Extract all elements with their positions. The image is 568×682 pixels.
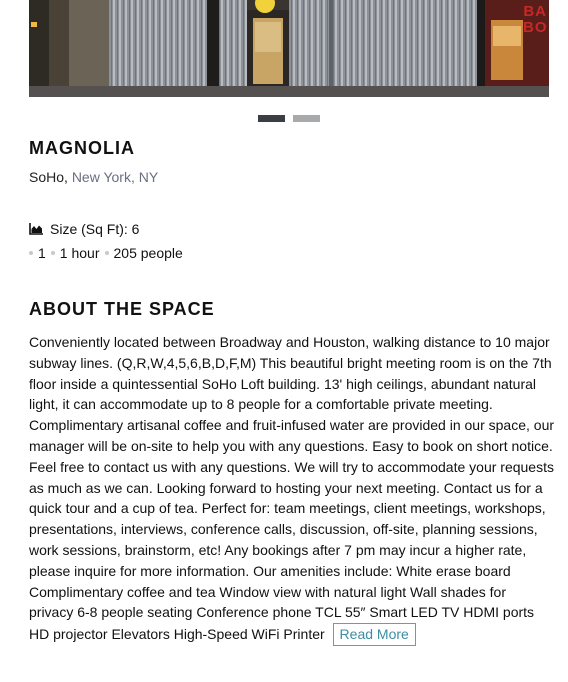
bullet-separator [105,251,109,255]
about-heading: ABOUT THE SPACE [29,299,215,319]
space-location [29,169,158,185]
carousel-dot-1[interactable] [258,115,285,122]
neighborhood-label: SoHo, [29,169,68,185]
description-text: Conveniently located between Broadway and Houston, walking distance to 10 major subway lines. (Q,R,W,4,5,6,B,D,F,M) This beautiful bright meeting room is on the 7th floor inside a quintessential SoHo Loft building. 13' high ceilings, abundant natural light, it can accommodate up to 8 people for a comfortable private meeting. Complimentary artisanal coffee and fruit-infused water are provided in our space, our manager will be on-site to help you with any questions. Easy to book on short notice. Feel free to contact us with any questions. We will try to accommodate your requests as much as we can. Looking forward to hosting your next meeting. Contact us for a quick tour and a cup of tea. Perfect for: team meetings, client meetings, workshops, presentations, interviews, conference calls, discussion, off-site, planning sessions, work sessions, brainstorm, etc! Any bookings after 7 pm may incur a higher rate, please inquire for more information. Our amenities include: White erase board Complimentary coffee and tea Window view with natural light Wall shades for privacy 6-8 people seating Conference phone TCL 55″ Smart LED TV HDMI ports HD projector Elevators High-Speed WiFi Printer [29,334,555,643]
space-description [29,332,554,646]
area-chart-icon [29,223,44,235]
bullet-separator [51,251,55,255]
stat-rooms: 1 [38,245,46,261]
carousel-indicators [258,115,320,122]
stat-capacity: 205 people [113,245,183,261]
hero-photo[interactable] [29,0,549,97]
bullet-separator [29,251,33,255]
city-link[interactable]: New York, NY [71,169,159,185]
read-more-button[interactable]: Read More [333,623,416,646]
storefront-sign-text: BA BO [523,4,547,36]
space-stats [29,245,183,261]
carousel-dot-2[interactable] [293,115,320,122]
storefront-image [29,0,549,97]
size-info [29,221,139,237]
size-label: Size (Sq Ft): 6 [50,221,140,237]
stat-duration: 1 hour [59,245,100,261]
space-title: MAGNOLIA [29,138,135,158]
